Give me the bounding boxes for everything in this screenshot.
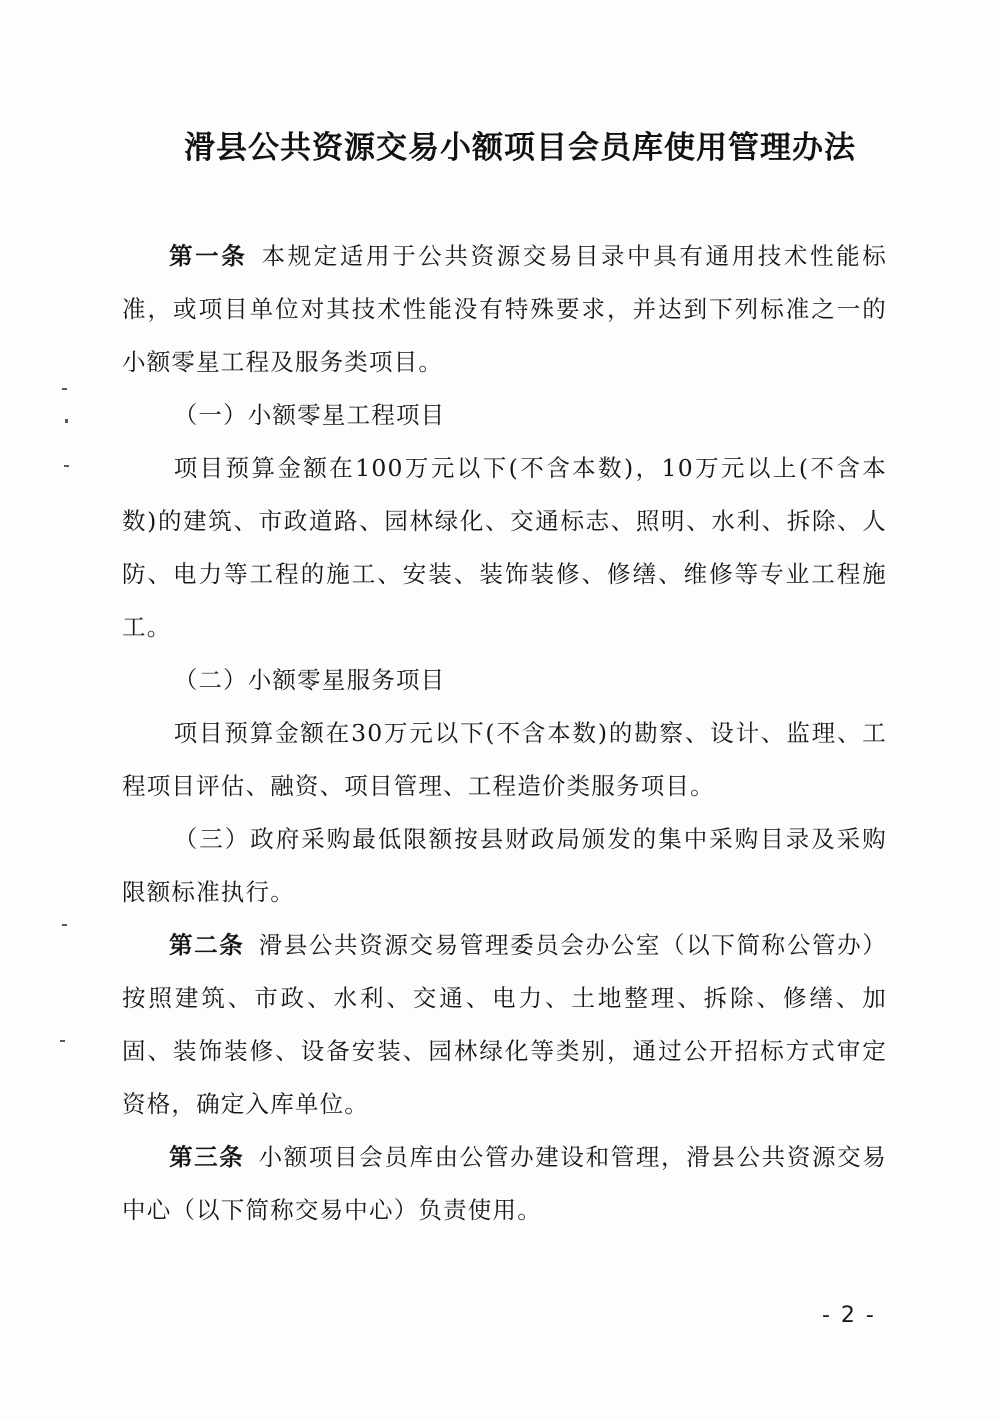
- article-1: [122, 230, 887, 389]
- item-3-text: （三）政府采购最低限额按县财政局颁发的集中采购目录及采购限额标准执行。: [122, 825, 887, 906]
- article-3: [122, 1131, 887, 1237]
- article-1-label: 第一条: [169, 242, 248, 270]
- scan-mark: [64, 465, 69, 467]
- scan-mark: [62, 388, 67, 390]
- article-2-text: 滑县公共资源交易管理委员会办公室（以下简称公管办）按照建筑、市政、水利、交通、电力、土地整理、拆除、修缮、加固、装饰装修、设备安装、园林绿化等类别，通过公开招标方式审定资格，确定入库单位。: [122, 931, 887, 1118]
- document-body: [122, 230, 887, 1237]
- article-3-text: 小额项目会员库由公管办建设和管理，滑县公共资源交易中心（以下简称交易中心）负责使用。: [122, 1143, 887, 1224]
- article-2-label: 第二条: [169, 931, 245, 959]
- item-2-heading: （二）小额零星服务项目: [173, 666, 446, 694]
- item-2-text: 项目预算金额在30万元以下(不含本数)的勘察、设计、监理、工程项目评估、融资、项目管理、工程造价类服务项目。: [122, 719, 887, 800]
- article-1-text: 本规定适用于公共资源交易目录中具有通用技术性能标准，或项目单位对其技术性能没有特殊要求，并达到下列标准之一的小额零星工程及服务类项目。: [122, 242, 887, 376]
- article-2: [122, 919, 887, 1131]
- item-1-text: 项目预算金额在100万元以下(不含本数)，10万元以上(不含本数)的建筑、市政道路、园林绿化、交通标志、照明、水利、拆除、人防、电力等工程的施工、安装、装饰装修、修缮、维修等专业工程施工。: [122, 454, 887, 641]
- scan-mark: [60, 1040, 65, 1042]
- scan-mark: [62, 924, 67, 926]
- article-3-label: 第三条: [169, 1143, 245, 1171]
- item-1-heading: （一）小额零星工程项目: [173, 401, 446, 429]
- document-title: 滑县公共资源交易小额项目会员库使用管理办法: [184, 130, 856, 166]
- page-number: - 2 -: [822, 1303, 876, 1328]
- scan-mark: [65, 419, 68, 423]
